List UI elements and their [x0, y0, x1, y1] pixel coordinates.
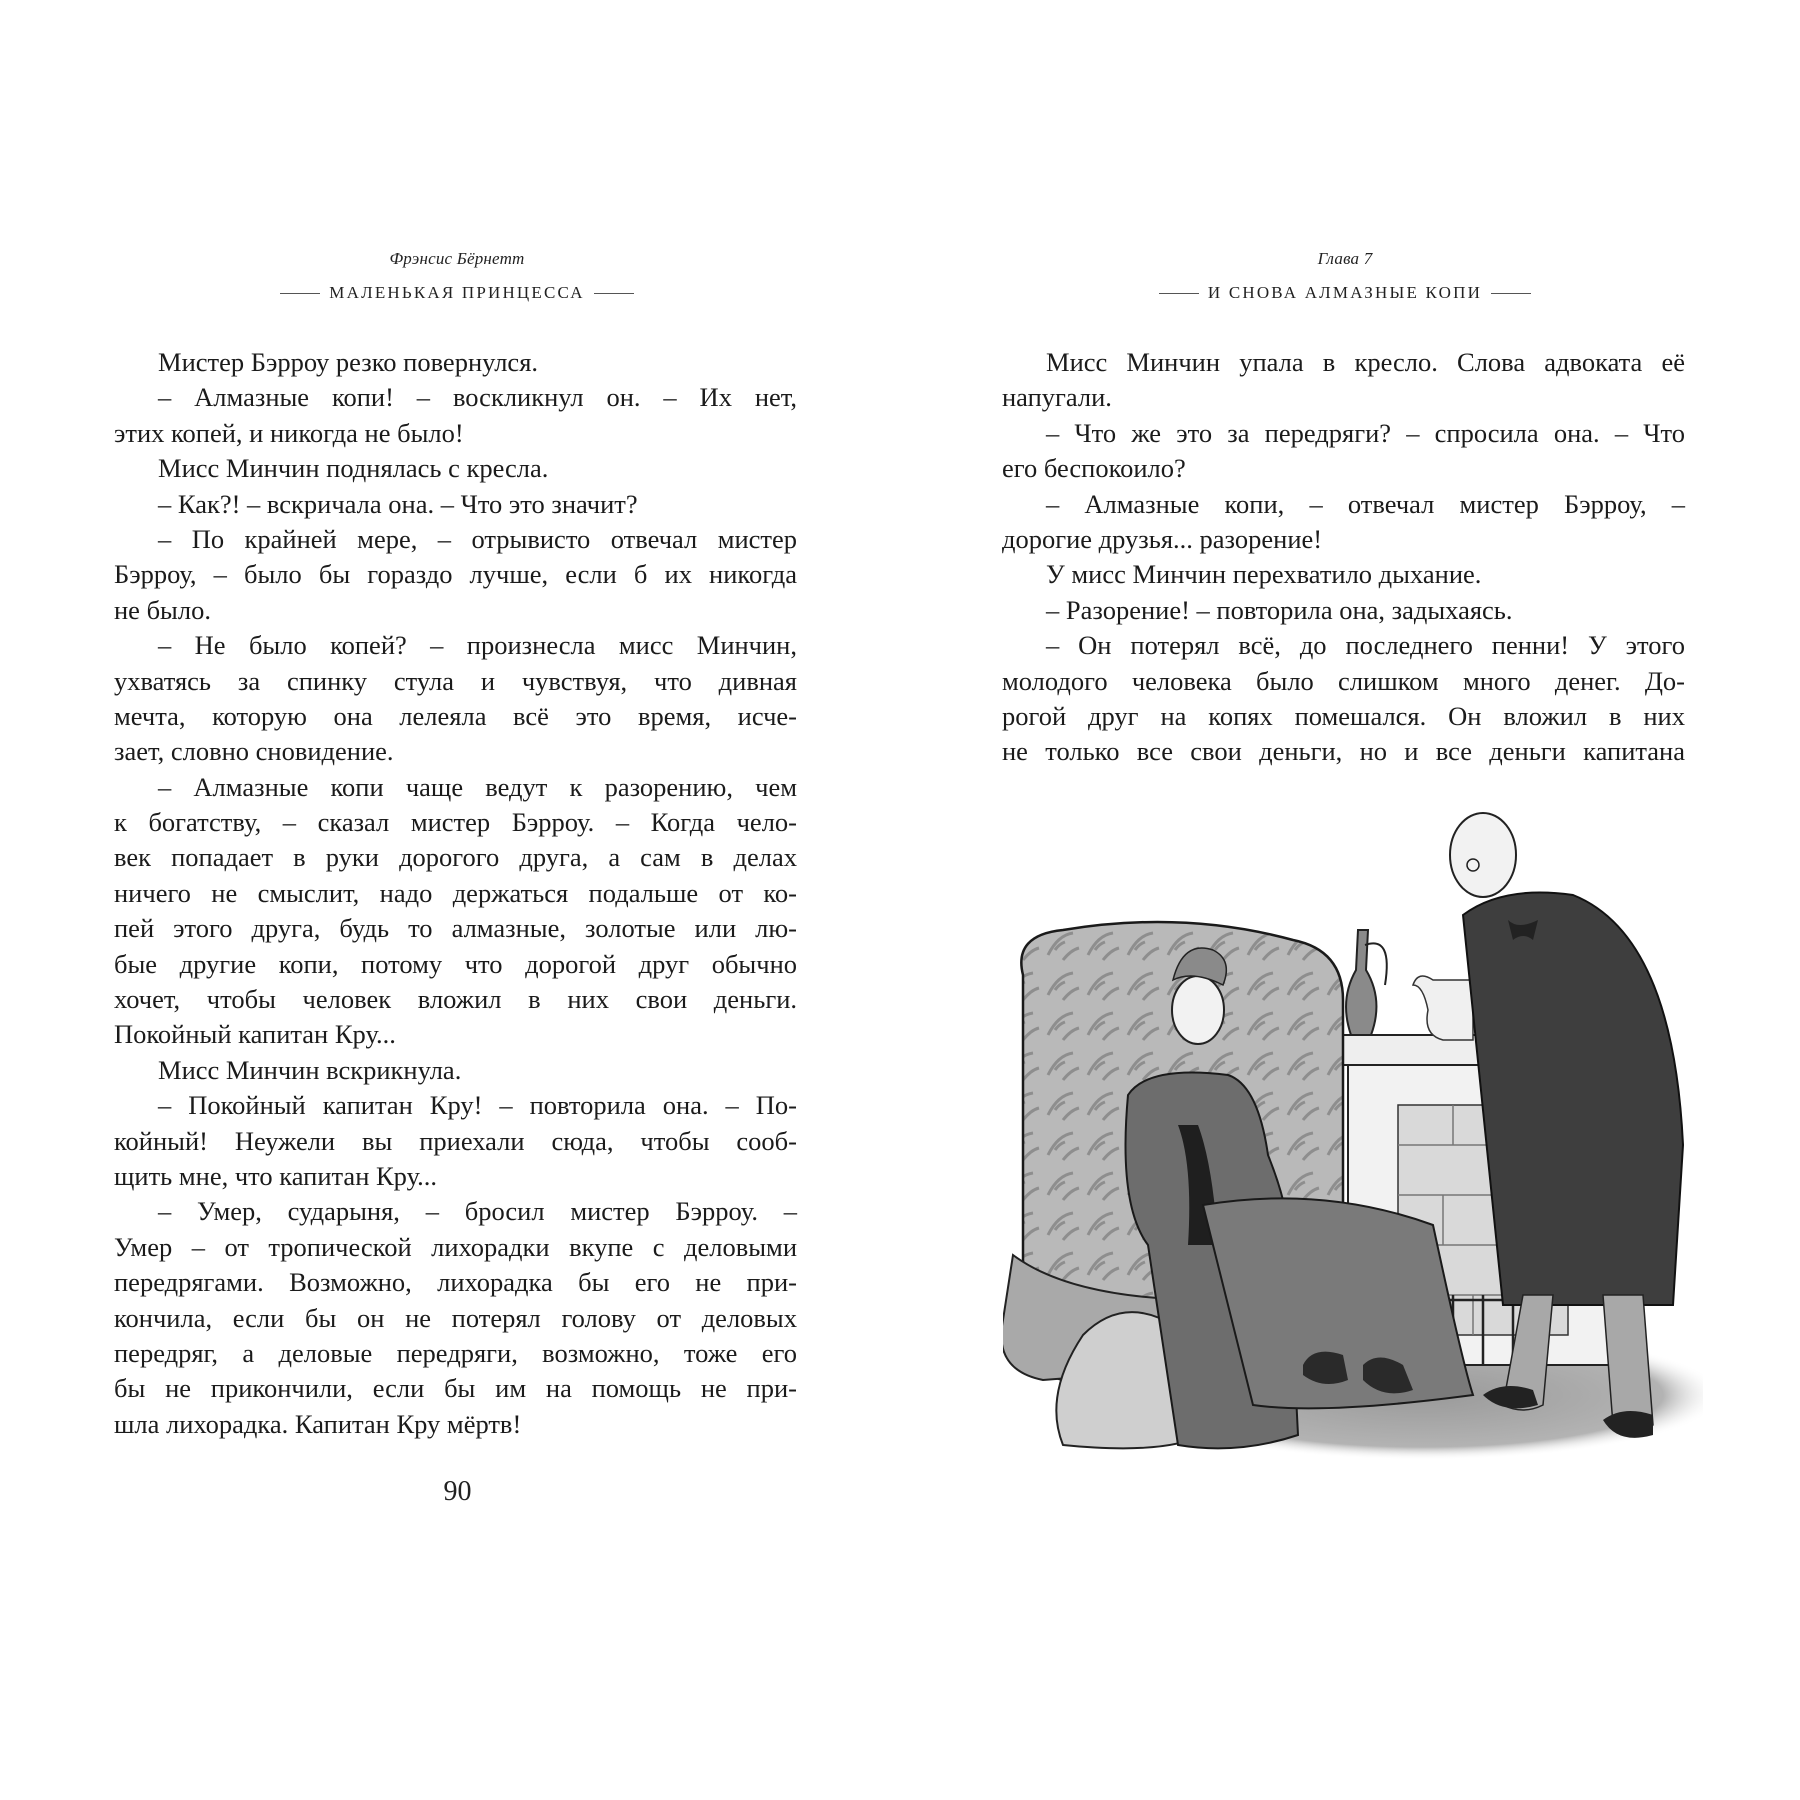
text-line: хочет, чтобы человек вложил в них свои деньги.: [114, 984, 797, 1015]
text-line: бы не прикончили, если бы им на помощь не при-: [114, 1373, 797, 1404]
right-page: [900, 0, 1800, 1800]
text-line: этих копей, и никогда не было!: [114, 417, 464, 448]
text-line: Умер – от тропической лихорадки вкупе с деловыми: [114, 1231, 797, 1262]
text-line: бые другие копи, потому что дорогой друг обычно: [114, 948, 797, 979]
text-line: – Не было копей? – произнесла мисс Минчин,: [158, 630, 797, 661]
text-line: напугали.: [1002, 382, 1112, 413]
chapter-title-text: И СНОВА АЛМАЗНЫЕ КОПИ: [1207, 283, 1483, 302]
text-line: Мисс Минчин поднялась с кресла.: [158, 453, 549, 484]
text-line: – Покойный капитан Кру! – повторила она. – По-: [158, 1090, 797, 1121]
text-line: передрягами. Возможно, лихорадка бы его не при-: [114, 1267, 797, 1298]
text-line: У мисс Минчин перехватило дыхание.: [1046, 559, 1482, 590]
book-title-text: МАЛЕНЬКАЯ ПРИНЦЕССА: [329, 283, 585, 302]
text-line: кончила, если бы он не потерял голову от деловых: [114, 1302, 797, 1333]
text-line: – Что же это за передряги? – спросила она. – Что: [1046, 417, 1685, 448]
chapter-rule-right: [1491, 293, 1531, 294]
text-line: – Алмазные копи чаще ведут к разорению, чем: [158, 771, 797, 802]
chapter-title: [1150, 283, 1540, 303]
text-line: передряг, а деловые передряги, возможно, тоже его: [114, 1337, 797, 1368]
author-name: Фрэнсис Бёрнетт: [389, 249, 525, 268]
text-line: его беспокоило?: [1002, 453, 1186, 484]
text-line: Мисс Минчин упала в кресло. Слова адвоката её: [1046, 347, 1685, 377]
page-number: 90: [443, 1476, 472, 1507]
text-line: – Алмазные копи, – отвечал мистер Бэрроу, –: [1046, 488, 1685, 519]
text-line: ничего не смыслит, надо держаться подальше от ко-: [114, 877, 797, 908]
text-line: век попадает в руки дорогого друга, а сам в делах: [114, 842, 797, 873]
text-line: – Алмазные копи! – воскликнул он. – Их нет,: [158, 382, 797, 413]
text-line: – По крайней мере, – отрывисто отвечал мистер: [158, 523, 797, 554]
text-line: – Умер, сударыня, – бросил мистер Бэрроу. –: [158, 1196, 797, 1227]
chapter-number: Глава 7: [1317, 249, 1373, 268]
teapot: [1413, 976, 1473, 1040]
chapter-rule-left: [1159, 293, 1199, 294]
text-line: Мисс Минчин вскрикнула.: [158, 1054, 462, 1085]
title-rule-left: [280, 293, 320, 294]
text-line: Мистер Бэрроу резко повернулся.: [158, 347, 539, 377]
body-text-left: [114, 345, 797, 1442]
text-line: Бэрроу, – было бы гораздо лучше, если б их никогда: [114, 559, 797, 590]
text-line: к богатству, – сказал мистер Бэрроу. – Когда чело-: [114, 807, 797, 838]
text-line: дорогие друзья... разорение!: [1002, 523, 1323, 554]
text-line: шла лихорадка. Капитан Кру мёртв!: [114, 1408, 522, 1439]
text-line: – Как?! – вскричала она. – Что это значит?: [158, 488, 638, 519]
text-line: – Он потерял всё, до последнего пенни! У этого: [1046, 630, 1685, 661]
text-line: молодого человека было слишком много денег. До-: [1002, 665, 1685, 696]
text-line: зает, словно сновидение.: [114, 736, 394, 767]
text-line: – Разорение! – повторила она, задыхаясь.: [1046, 594, 1513, 625]
text-line: не было.: [114, 594, 211, 625]
text-line: Покойный капитан Кру...: [114, 1019, 396, 1050]
illustration-drawing: [1003, 805, 1703, 1465]
text-line: не только все свои деньги, но и все деньги капитана: [1002, 736, 1685, 767]
text-line: пей этого друга, будь то алмазные, золотые или лю-: [114, 913, 797, 944]
running-head-right: [445, 248, 1800, 303]
illustration: [1003, 805, 1703, 1465]
vase: [1346, 930, 1376, 1035]
text-line: щить мне, что капитан Кру...: [114, 1160, 438, 1191]
text-line: мечта, которую она лелеяла всё это время, исче-: [114, 700, 797, 731]
body-text-right: [1002, 345, 1685, 770]
text-line: ухватясь за спинку стула и чувствуя, что дивная: [114, 665, 797, 696]
text-line: койный! Неужели вы приехали сюда, чтобы сооб-: [114, 1125, 797, 1156]
text-line: рогой друг на копях помешался. Он вложил в них: [1002, 700, 1685, 731]
